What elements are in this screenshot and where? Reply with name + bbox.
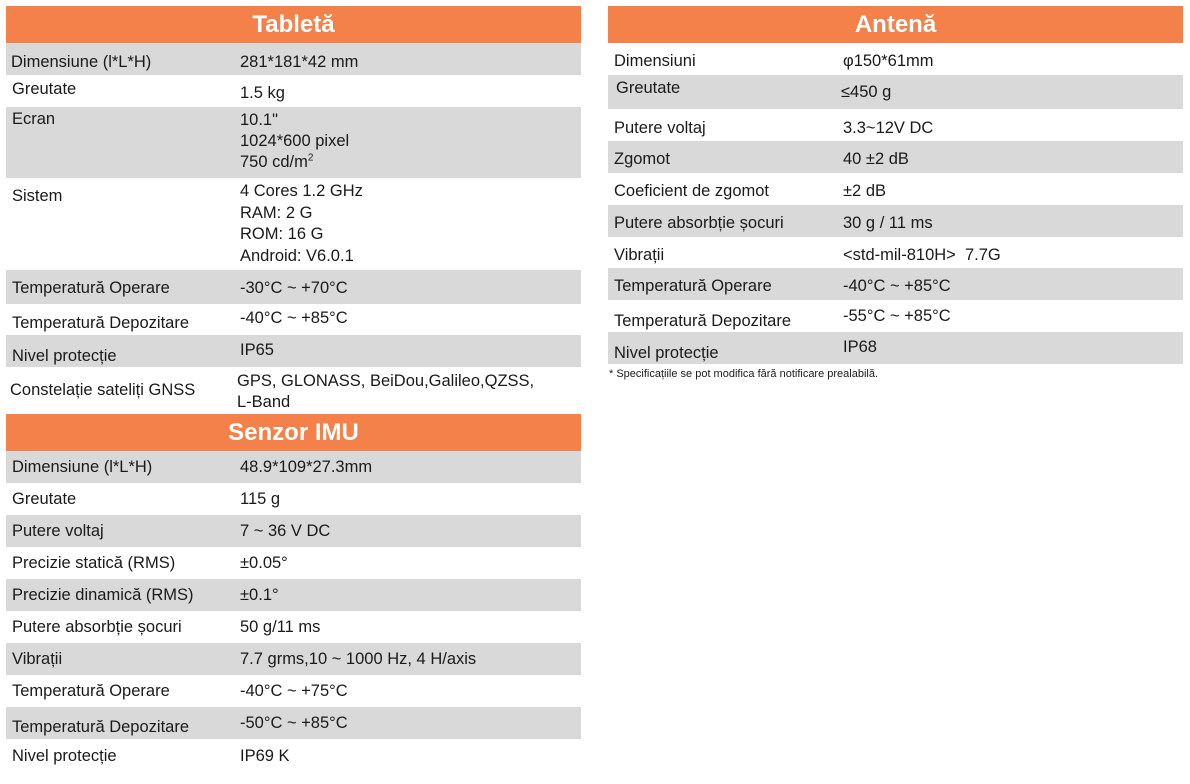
spec-label: Temperatură Operare	[12, 279, 170, 297]
spec-value: 40 ±2 dB	[843, 150, 909, 168]
table-row	[608, 237, 1183, 268]
spec-value: 50 g/11 ms	[240, 618, 321, 636]
spec-value: <std-mil-810H> 7.7G	[843, 246, 1001, 264]
table-row	[6, 515, 581, 547]
spec-value: 3.3~12V DC	[843, 119, 934, 137]
table-row	[6, 367, 581, 412]
imu-section-header: Senzor IMU	[6, 414, 581, 451]
spec-value: ±0.05°	[240, 554, 288, 572]
spec-label: Coeficient de zgomot	[614, 182, 770, 200]
spec-label: Sistem	[12, 187, 63, 205]
spec-value: 281*181*42 mm	[240, 53, 359, 71]
spec-label: Greutate	[12, 490, 77, 508]
antenna-spec-table	[608, 43, 1183, 364]
spec-label: Nivel protecție	[12, 347, 117, 365]
table-row	[608, 173, 1183, 205]
spec-value: IP68	[843, 338, 877, 356]
spec-label: Dimensiune (l*L*H)	[11, 53, 152, 71]
table-row	[6, 675, 581, 707]
spec-label: Greutate	[616, 79, 681, 97]
right-column	[608, 6, 1183, 380]
table-row	[6, 451, 581, 483]
table-row	[608, 332, 1183, 364]
spec-label: Precizie dinamică (RMS)	[12, 586, 194, 604]
spec-label: Putere voltaj	[12, 522, 104, 540]
table-row	[6, 270, 581, 304]
spec-label: Putere absorbție șocuri	[614, 214, 784, 232]
table-row	[6, 43, 581, 75]
tablet-spec-table	[6, 43, 581, 412]
spec-label: Temperatură Depozitare	[12, 718, 190, 736]
table-row	[6, 335, 581, 367]
spec-label: Temperatură Depozitare	[614, 312, 792, 330]
spec-value: ≤450 g	[841, 83, 892, 101]
spec-label: Ecran	[12, 110, 56, 128]
left-column	[6, 6, 581, 767]
tablet-section-header: Tabletă	[6, 6, 581, 43]
table-row	[6, 107, 581, 178]
spec-value: 4 Cores 1.2 GHz RAM: 2 G ROM: 16 G Android: V6.0.1	[240, 182, 363, 265]
table-row	[6, 739, 581, 767]
imu-spec-table	[6, 451, 581, 767]
table-row	[608, 75, 1183, 109]
spec-value: ±0.1°	[240, 586, 279, 604]
table-row	[6, 643, 581, 675]
spec-value: -30°C ~ +70°C	[240, 279, 348, 297]
spec-label: Vibrații	[614, 246, 665, 264]
spec-label: Temperatură Operare	[614, 277, 772, 295]
spec-label: Dimensiuni	[614, 52, 696, 70]
spec-label: Nivel protecție	[614, 344, 719, 362]
superscript: 2	[307, 152, 314, 164]
spec-label: Dimensiune (l*L*H)	[12, 458, 153, 476]
table-row	[6, 75, 581, 107]
spec-label: Nivel protecție	[12, 747, 117, 765]
spec-label: Putere voltaj	[614, 119, 706, 137]
table-row	[608, 205, 1183, 237]
spec-value: -40°C ~ +85°C	[240, 309, 348, 327]
spec-label: Temperatură Depozitare	[12, 314, 190, 332]
table-row	[6, 483, 581, 515]
spec-value: 7.7 grms,10 ~ 1000 Hz, 4 H/axis	[240, 650, 477, 668]
table-row	[6, 707, 581, 739]
spec-value: 10.1" 1024*600 pixel 750 $cd/m^2$	[240, 111, 350, 171]
spec-value: IP69 K	[240, 747, 290, 765]
spec-value: -40°C ~ +85°C	[843, 277, 951, 295]
spec-label: Precizie statică (RMS)	[12, 554, 176, 572]
spec-label: Zgomot	[614, 150, 670, 168]
spec-value: -40°C ~ +75°C	[240, 682, 348, 700]
spec-value: 1.5 kg	[240, 84, 285, 102]
spec-label: Constelație sateliți GNSS	[10, 381, 196, 399]
spec-value: ±2 dB	[843, 182, 886, 200]
spec-value: 7 ~ 36 V DC	[240, 522, 331, 540]
footnote: * Specificațiile se pot modifica fără notificare prealabilă.	[609, 368, 879, 380]
table-row	[608, 300, 1183, 332]
spec-value: 48.9*109*27.3mm	[240, 458, 373, 476]
spec-label: Vibrații	[12, 650, 63, 668]
spec-label: Putere absorbție șocuri	[12, 618, 182, 636]
spec-label: Greutate	[12, 80, 77, 98]
table-row	[6, 579, 581, 611]
spec-label: Temperatură Operare	[12, 682, 170, 700]
table-row	[6, 304, 581, 335]
spec-value: 30 g / 11 ms	[843, 214, 933, 232]
spec-value: φ150*61mm	[843, 52, 934, 70]
table-row	[6, 178, 581, 270]
antenna-section-header: Antenă	[608, 6, 1183, 43]
table-row	[608, 109, 1183, 141]
table-row	[6, 547, 581, 579]
table-row	[6, 611, 581, 643]
spec-value: 115 g	[240, 490, 281, 508]
spec-value: GPS, GLONASS, BeiDou,Galileo,QZSS, L-Band	[237, 372, 535, 411]
spec-value: IP65	[240, 341, 274, 359]
table-row	[608, 141, 1183, 173]
table-row	[608, 268, 1183, 300]
spec-value: -50°C ~ +85°C	[240, 714, 348, 732]
table-row	[608, 43, 1183, 75]
spec-value: -55°C ~ +85°C	[843, 307, 951, 325]
